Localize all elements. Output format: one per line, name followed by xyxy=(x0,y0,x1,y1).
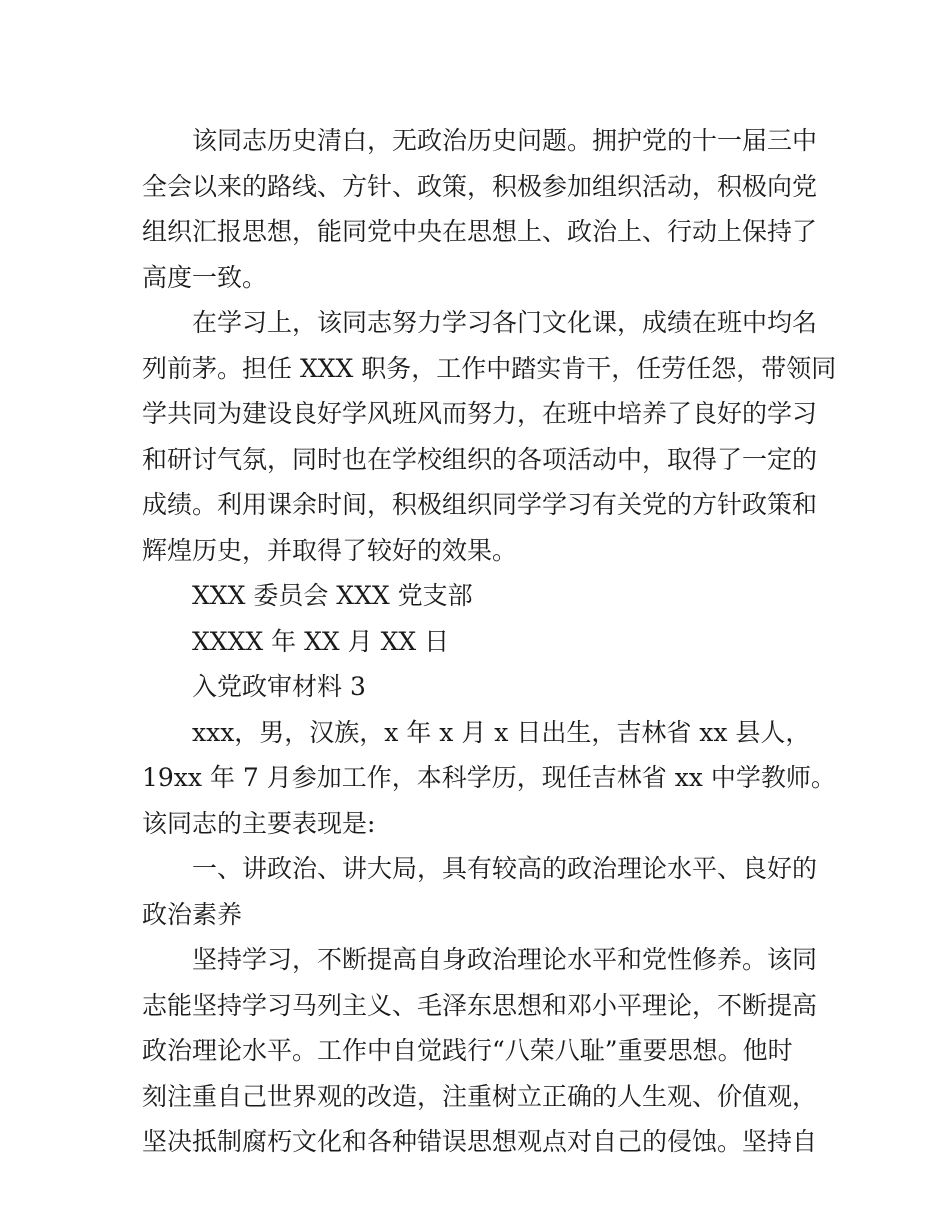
text-line: 坚持学习，不断提高自身政治理论水平和党性修养。该同 xyxy=(192,945,818,974)
text-line: 学共同为建设良好学风班风而努力，在班中培养了良好的学习 xyxy=(142,399,818,428)
document-body xyxy=(142,118,837,1165)
signature-org-text: XXX 委员会 XXX 党支部 xyxy=(192,581,473,610)
text-line: 19xx 年 7 月参加工作，本科学历，现任吉林省 xx 中学教师。 xyxy=(142,763,836,792)
text-line: 坚决抵制腐朽文化和各种错误思想观点对自己的侵蚀。坚持自 xyxy=(142,1127,818,1156)
paragraph-personal-info xyxy=(142,710,836,847)
text-line: 刻注重自己世界观的改造，注重树立正确的人生观、价值观， xyxy=(142,1081,818,1111)
text-line: 该同志的主要表现是: xyxy=(142,808,376,838)
paragraph-political-history xyxy=(142,118,818,300)
section-title xyxy=(142,664,812,710)
signature-date xyxy=(142,619,812,665)
section-title-text: 入党政审材料 3 xyxy=(192,672,366,701)
text-line: xxx，男，汉族，x 年 x 月 x 日出生，吉林省 xx 县人， xyxy=(192,717,811,747)
text-line: 志能坚持学习马列主义、毛泽东思想和邓小平理论，不断提高 xyxy=(142,990,818,1020)
text-line: 在学习上，该同志努力学习各门文化课，成绩在班中均名 xyxy=(192,308,818,337)
signature-date-text: XXXX 年 XX 月 XX 日 xyxy=(192,626,450,656)
text-line: 高度一致。 xyxy=(142,262,268,292)
paragraph-study-performance xyxy=(142,300,837,573)
paragraph-heading-politics xyxy=(142,846,818,937)
text-line: 一、讲政治、讲大局，具有较高的政治理论水平、良好的 xyxy=(192,854,818,883)
text-line: 该同志历史清白，无政治历史问题。拥护党的十一届三中 xyxy=(192,126,818,155)
text-line: 组织汇报思想，能同党中央在思想上、政治上、行动上保持了 xyxy=(142,217,818,246)
text-line: 政治素养 xyxy=(142,899,243,929)
text-line: 列前茅。担任 XXX 职务，工作中踏实肯干，任劳任怨，带领同 xyxy=(142,353,837,383)
text-line: 政治理论水平。工作中自觉践行“八荣八耻”重要思想。他时 xyxy=(142,1036,793,1065)
paragraph-persistent-study xyxy=(142,937,818,1165)
text-line: 和研讨气氛，同时也在学校组织的各项活动中，取得了一定的 xyxy=(142,444,818,474)
signature-organization xyxy=(142,573,812,619)
text-line: 辉煌历史，并取得了较好的效果。 xyxy=(142,535,518,565)
text-line: 全会以来的路线、方针、政策，积极参加组织活动，积极向党 xyxy=(142,171,818,201)
text-line: 成绩。利用课余时间，积极组织同学学习有关党的方针政策和 xyxy=(142,490,818,519)
